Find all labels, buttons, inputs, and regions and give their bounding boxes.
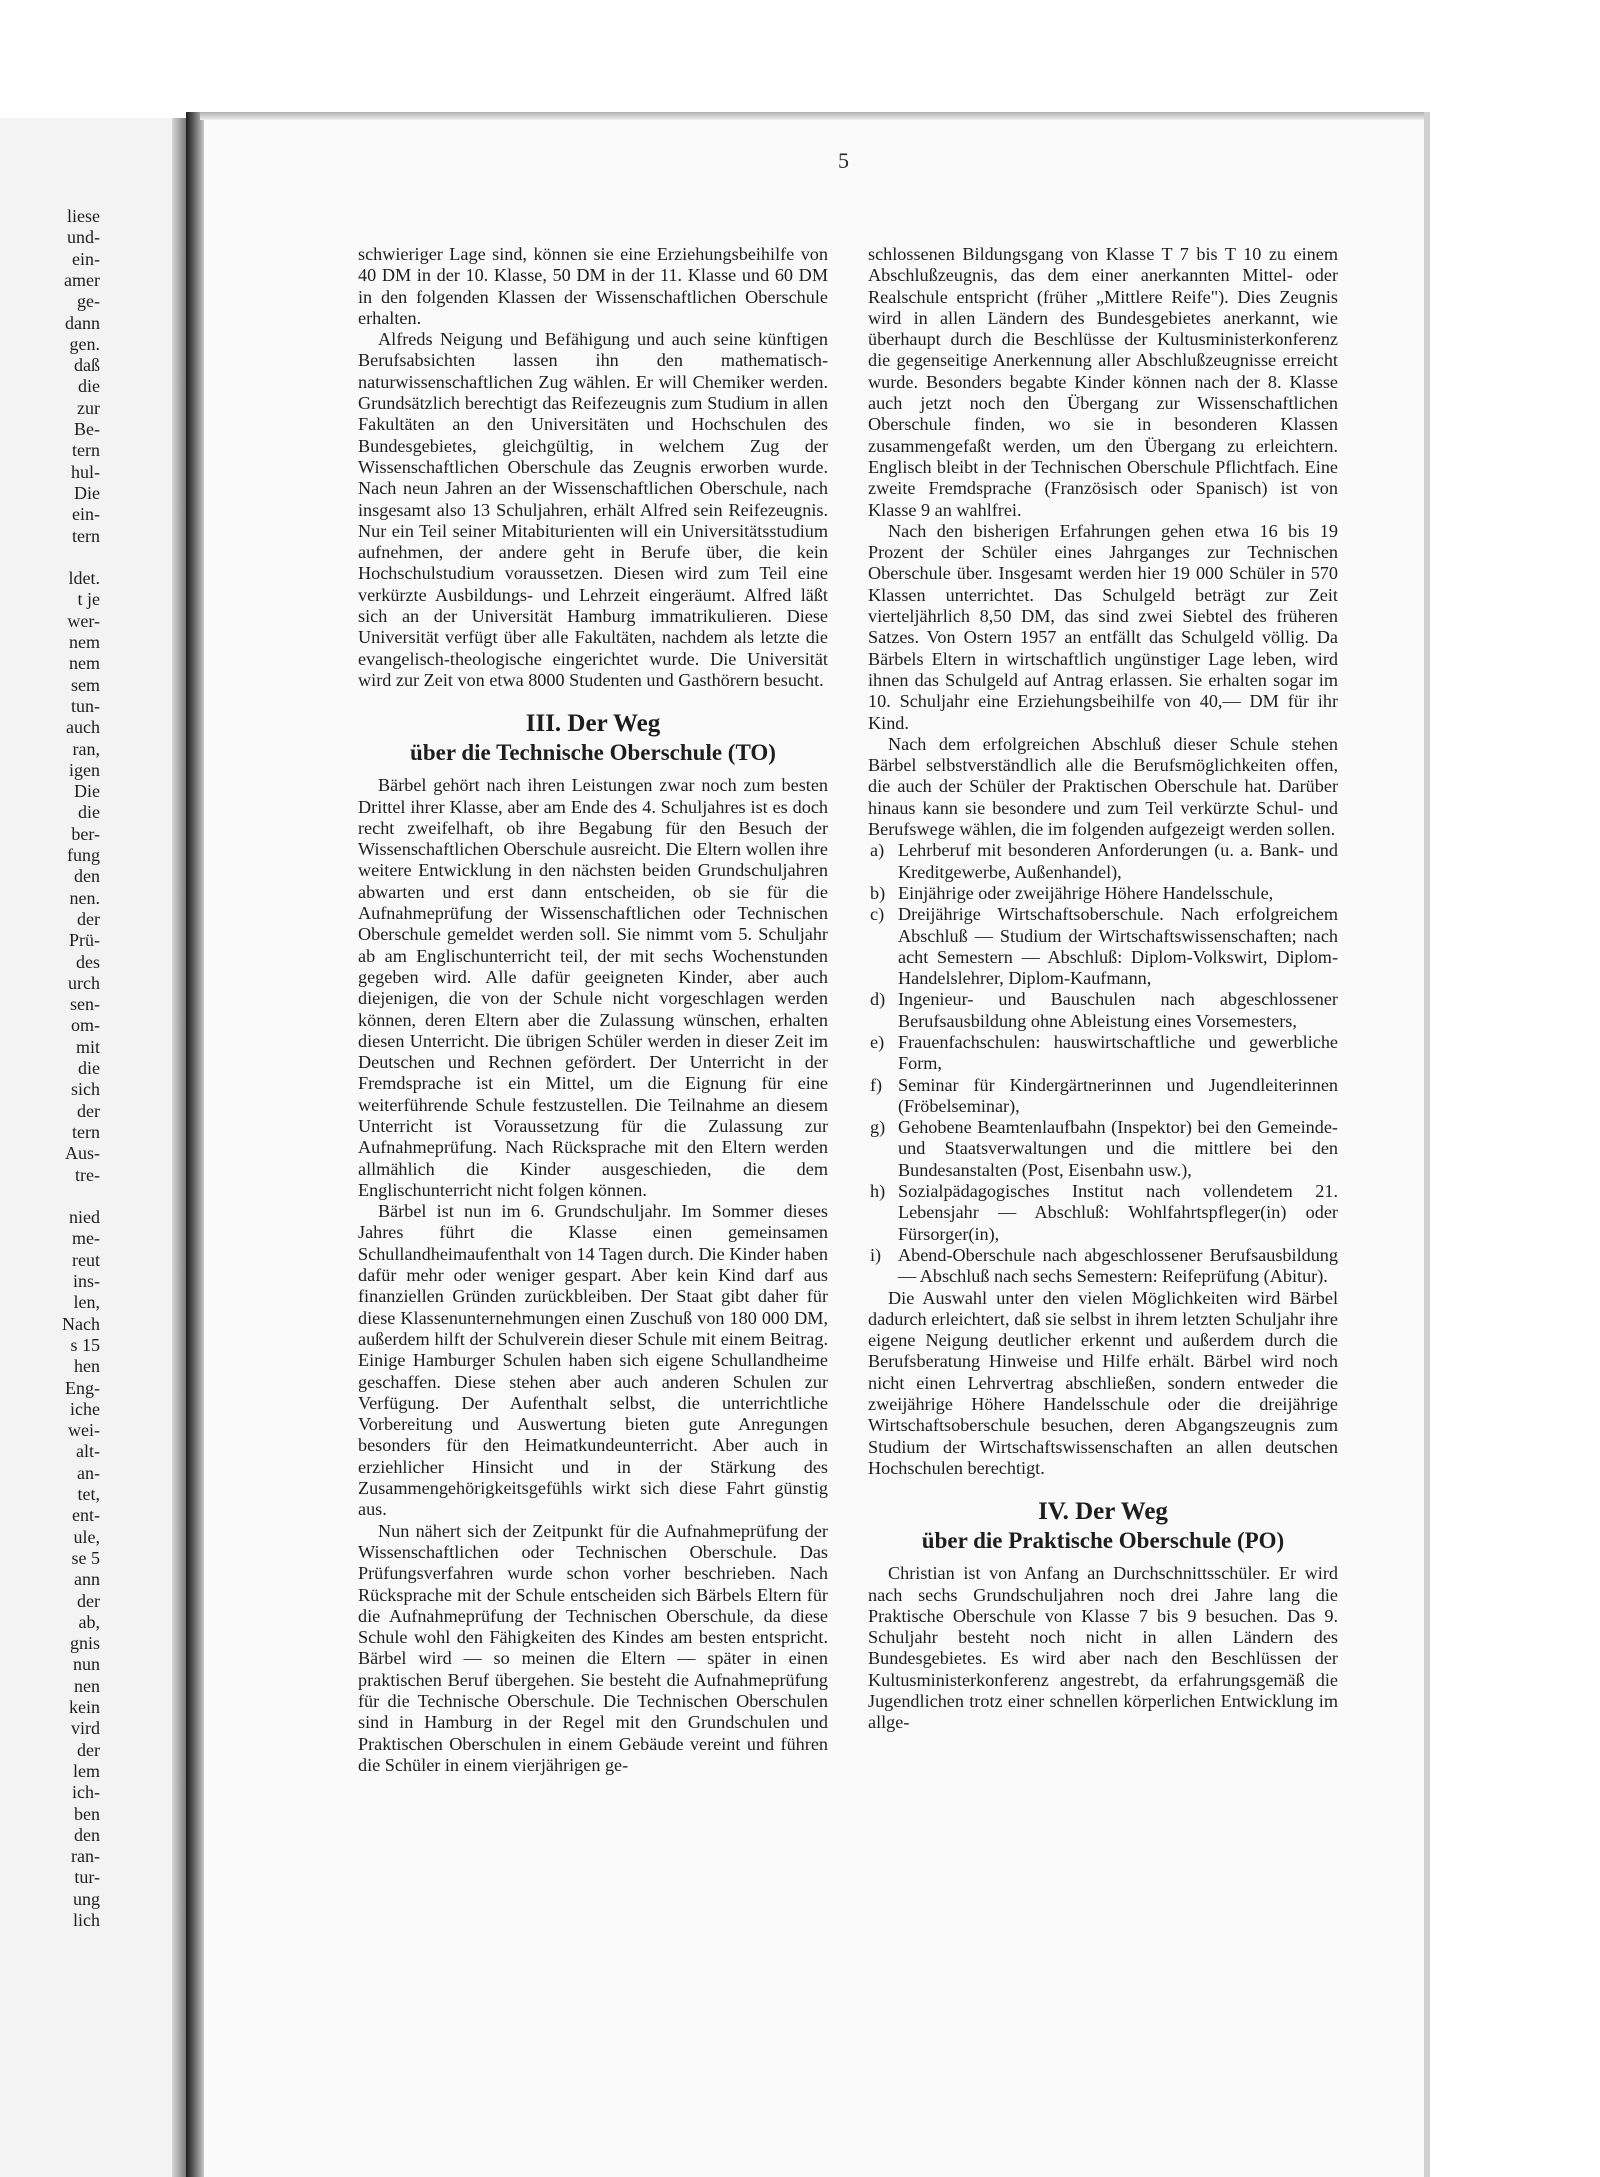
margin-fragment: ent-	[72, 1505, 100, 1526]
paragraph: Nach den bisherigen Erfahrungen gehen etwa 16 bis 19 Prozent der Schüler eines Jahrganges zur Technischen Oberschule über. Insgesamt werden hier 19 000 Schüler in 570 Klassen unterrichtet. Das Schulgeld beträgt zur Zeit vierteljährlich 8,50 DM, das sind zwei Siebtel des früheren Satzes. Von Ostern 1957 an entfällt das Schulgeld völlig. Da Bärbels Eltern in wirtschaftlich ungünstiger Lage leben, wird ihnen das Schulgeld auf Antrag erlassen. Sie erhalten sogar im 10. Schuljahr eine Erziehungsbeihilfe von 40,— DM für ihr Kind.	[868, 520, 1338, 733]
margin-fragment: ber-	[71, 823, 100, 844]
margin-fragment: Die	[74, 482, 100, 503]
margin-fragment: die	[78, 1058, 100, 1078]
paragraph: Nun nähert sich der Zeitpunkt für die Aufnahmeprüfung der Wissenschaftlichen oder Technischen Oberschule. Das Prüfungsverfahren wurde schon vorher beschrieben. Nach Rücksprache mit der Schule entscheiden sich Bärbels Eltern für die Aufnahmeprüfung der Technischen Oberschule, da diese Schule wohl den Fähigkeiten des Kindes am besten entspricht. Bärbel wird — so meinen die Eltern — später in einen praktischen Beruf übergehen. Sie besteht die Aufnahmeprüfung für die Technische Oberschule. Die Technischen Oberschulen sind in Hamburg in der Regel mit den Grundschulen und Praktischen Oberschulen in einem Gebäude vereint und führen die Schüler in einem vierjährigen ge-	[358, 1520, 828, 1775]
margin-fragment: ule,	[73, 1526, 100, 1547]
margin-fragment: amer	[64, 269, 100, 290]
margin-fragment: wei-	[68, 1420, 100, 1441]
margin-fragment: nun	[73, 1654, 100, 1675]
margin-fragment: des	[76, 951, 100, 972]
margin-fragment: ran-	[71, 1846, 100, 1867]
paragraph: Die Auswahl unter den vielen Möglichkeiten wird Bärbel dadurch erleichtert, daß sie selbst in ihrem letzten Schuljahr ihre eigene Neigung deutlicher erkennt und außerdem durch die Berufsberatung Hinweise und Hilfe erhält. Bärbel wird noch nicht einen Lehrvertrag abschließen, sondern entweder die zweijährige Höhere Handelsschule oder die dreijährige Wirtschaftsoberschule besuchen, deren Abgangszeugnis zum Studium der Wirtschaftswissenschaften an allen deutschen Hochschulen berechtigt.	[868, 1287, 1338, 1478]
margin-fragment: und-	[67, 227, 100, 248]
list-item	[868, 1245, 1338, 1288]
margin-fragment: sich	[71, 1079, 100, 1100]
margin-fragment: Eng-	[65, 1377, 100, 1398]
page-number: 5	[838, 148, 849, 173]
margin-fragment: t je	[77, 589, 100, 610]
list-marker: a)	[870, 840, 885, 861]
margin-fragment: ran,	[72, 738, 100, 759]
margin-fragment: den	[74, 866, 100, 887]
list-marker: i)	[870, 1244, 882, 1265]
margin-fragment: fung	[67, 845, 100, 865]
margin-fragment: se 5	[71, 1547, 100, 1568]
list-text: Gehobene Beamtenlaufbahn (Inspektor) bei den Gemeinde- und Staatsverwaltungen und die mittlere bei den Bundesanstalten (Post, Eisenbahn usw.),	[898, 1117, 1338, 1180]
margin-fragment: ann	[74, 1569, 100, 1590]
section-heading-iii	[358, 709, 828, 767]
paragraph: Bärbel gehört nach ihren Leistungen zwar noch zum besten Drittel ihrer Klasse, aber am Ende des 4. Schuljahres ist es doch recht zweifelhaft, ob ihre Begabung für den Besuch der Wissenschaftlichen Oberschule ausreicht. Die Eltern wollen ihre weitere Entwicklung in den nächsten beiden Grundschuljahren abwarten und erst dann entscheiden, ob sie für die Aufnahmeprüfung der Wissenschaftlichen oder Technischen Oberschule gemeldet werden soll. Sie nimmt vom 5. Schuljahr ab am Englischunterricht teil, der mit sechs Wochenstunden gegeben wird. Alle dafür geeigneten Kinder, aber auch diejenigen, die von der Schule nicht vorgeschlagen werden können, deren Eltern aber die Zulassung wünschen, erhalten diesen Unterricht. Die übrigen Schüler werden in dieser Zeit im Deutschen und Rechnen gefördert. Der Unterricht in der Fremdsprache ist ein Mittel, um die Eignung für eine weiterführende Schule festzustellen. Die Teilnahme an diesem Unterricht ist Voraussetzung für die Zulassung zur Aufnahmeprüfung. Nach Rücksprache mit den Eltern werden allmählich die Kinder ausgeschieden, die dem Englischunterricht nicht folgen können.	[358, 775, 828, 1200]
margin-fragment: igen	[69, 759, 100, 780]
margin-fragment: kein	[69, 1697, 100, 1717]
margin-fragment: tun-	[71, 695, 100, 716]
margin-fragment: Die	[74, 781, 100, 802]
list-text: Sozialpädagogisches Institut nach vollendetem 21. Lebensjahr — Abschluß: Wohlfahrtspfleger(in) oder Fürsorger(in),	[898, 1181, 1338, 1244]
list-item	[868, 904, 1338, 989]
list-marker: h)	[870, 1181, 886, 1202]
margin-fragment: lich	[73, 1910, 100, 1930]
paragraph: schwieriger Lage sind, können sie eine Erziehungsbeihilfe von 40 DM in der 10. Klasse, 50 DM in der 11. Klasse und 60 DM in den folgenden Klassen der Wissenschaftlichen Oberschule erhalten.	[358, 244, 828, 328]
list-text: Einjährige oder zweijährige Höhere Handelsschule,	[898, 882, 1274, 903]
margin-fragment: Prü-	[69, 930, 100, 951]
margin-fragment: ich-	[72, 1782, 100, 1803]
margin-fragment: an-	[77, 1462, 100, 1483]
margin-fragment: nied	[69, 1207, 100, 1228]
list-text: Abend-Oberschule nach abgeschlossener Berufsausbildung — Abschluß nach sechs Semestern: Reifeprüfung (Abitur).	[898, 1244, 1338, 1287]
margin-fragment: ins-	[73, 1271, 100, 1291]
margin-fragment: Aus-	[65, 1143, 100, 1164]
margin-fragment: den	[74, 1824, 100, 1845]
margin-fragment: tern	[72, 1121, 100, 1142]
margin-fragment: ldet.	[68, 568, 100, 589]
margin-fragment: wer-	[67, 610, 100, 631]
list-item	[868, 840, 1338, 883]
margin-fragment: ge-	[77, 291, 100, 312]
previous-page-edge	[172, 118, 186, 2177]
margin-fragment: ein-	[72, 248, 100, 269]
list-marker: d)	[870, 989, 886, 1010]
margin-fragment: ab,	[78, 1611, 100, 1632]
margin-fragment: len,	[73, 1292, 100, 1313]
margin-fragment: der	[77, 908, 100, 929]
list-item	[868, 1075, 1338, 1118]
margin-fragment: daß	[74, 355, 100, 376]
section-heading-iv	[868, 1497, 1338, 1555]
margin-fragment: reut	[72, 1249, 100, 1270]
right-column	[868, 244, 1338, 1734]
heading-subline: über die Praktische Oberschule (PO)	[921, 1528, 1285, 1554]
margin-fragment: gen.	[69, 333, 100, 354]
margin-fragment: tern	[72, 440, 100, 461]
page-right-edge	[1424, 112, 1430, 2177]
paragraph: Nach dem erfolgreichen Abschluß dieser Schule stehen Bärbel selbstverständlich alle die Berufsmöglichkeiten offen, die auch der Schüler der Praktischen Oberschule hat. Darüber hinaus kann sie besondere und zum Teil verkürzte Schul- und Berufswege wählen, die im folgenden aufgezeigt werden sollen.	[868, 733, 1338, 840]
heading-line: IV. Der Weg	[1038, 1498, 1168, 1526]
margin-fragment: hul-	[71, 461, 100, 482]
margin-fragment: alt-	[76, 1441, 100, 1462]
margin-fragment: hen	[74, 1356, 100, 1377]
paragraph: Alfreds Neigung und Befähigung und auch seine künftigen Berufsabsichten lassen ihn den mathematisch-naturwissenschaftlichen Zug wählen. Er will Chemiker werden. Grundsätzlich berechtigt das Reifezeugnis zum Studium in allen Fakultäten an den Universitäten und Hochschulen des Bundesgebietes, gleichgültig, in welchem Zug der Wissenschaftlichen Oberschule das Zeugnis erworben wurde. Nach neun Jahren an der Wissenschaftlichen Oberschule, nach insgesamt also 13 Schuljahren, erhält Alfred sein Reifezeugnis. Nur ein Teil seiner Mitabiturienten will ein Universitätsstudium aufnehmen, der andere geht in Berufe über, die kein Hochschulstudium voraussetzen. Diesen wird zum Teil eine verkürzte Ausbildungs- und Lehrzeit eingeräumt. Alfred läßt sich an der Universität Hamburg immatrikulieren. Diese Universität verfügt über alle Fakultäten, nachdem als letzte die evangelisch-theologische eingerichtet wurde. Die Universität wird zur Zeit von etwa 8000 Studenten und Gasthörern besucht.	[358, 329, 828, 690]
list-item	[868, 1181, 1338, 1245]
margin-fragment: s 15	[70, 1334, 100, 1355]
page-top-edge	[200, 112, 1430, 120]
margin-fragment: der	[77, 1590, 100, 1611]
heading-line: III. Der Weg	[525, 710, 661, 738]
margin-fragment: Be-	[74, 419, 100, 439]
career-options-list	[868, 840, 1338, 1287]
margin-fragment: die	[78, 802, 100, 823]
margin-fragment: ung	[73, 1888, 100, 1909]
margin-fragment: ein-	[72, 504, 100, 525]
list-item	[868, 989, 1338, 1032]
list-text: Frauenfachschulen: hauswirtschaftliche und gewerbliche Form,	[898, 1031, 1338, 1074]
margin-fragment: gnis	[69, 1633, 100, 1654]
margin-fragment: nen.	[69, 887, 100, 908]
paragraph: schlossenen Bildungsgang von Klasse T 7 bis T 10 zu einem Abschlußzeugnis, das dem einer anerkannten Mittel- oder Realschule entspricht (früher „Mittlere Reife"). Dies Zeugnis wird in allen Ländern des Bundesgebietes anerkannt, wie überhaupt durch die Beschlüsse der Kultusministerkonferenz die gegenseitige Anerkennung aller Abschlußzeugnisse erreicht wurde. Besonders begabte Kinder können nach der 8. Klasse auch jetzt noch den Übergang zur Wissenschaftlichen Oberschule finden, wo sie in besonderen Klassen zusammengefaßt werden, um den Übergang zu erleichtern. Englisch bleibt in der Technischen Oberschule Pflichtfach. Eine zweite Fremdsprache (Französisch oder Spanisch) ist von Klasse 9 an wahlfrei.	[868, 244, 1338, 520]
margin-fragment: tre-	[75, 1164, 100, 1185]
heading-subline: über die Technische Oberschule (TO)	[410, 740, 776, 766]
list-marker: g)	[870, 1117, 886, 1138]
paragraph: Christian ist von Anfang an Durchschnittsschüler. Er wird nach sechs Grundschuljahren noch drei Jahre lang die Praktische Oberschule von Klasse 7 bis 9 besuchen. Das 9. Schuljahr besteht noch nicht in allen Ländern des Bundesgebietes. Es wird aber nach den Beschlüssen der Kultusministerkonferenz angestrebt, da erfahrungsgemäß die Jugendlichen trotz einer schnellen körperlichen Entwicklung im allge-	[868, 1563, 1338, 1733]
margin-fragment: nem	[69, 653, 100, 674]
list-item	[868, 1117, 1338, 1181]
margin-fragment: nen	[74, 1675, 100, 1696]
margin-fragment: me-	[72, 1228, 100, 1249]
margin-fragment: urch	[68, 972, 100, 993]
margin-fragment: sem	[71, 674, 100, 695]
list-text: Lehrberuf mit besonderen Anforderungen (u. a. Bank- und Kreditgewerbe, Außenhandel),	[898, 840, 1338, 882]
margin-fragment: mit	[75, 1036, 100, 1057]
margin-fragment: iche	[70, 1398, 100, 1419]
margin-fragment: auch	[66, 717, 100, 738]
margin-fragment: tern	[72, 525, 100, 546]
list-marker: b)	[870, 882, 886, 903]
margin-fragment: om-	[71, 1015, 100, 1036]
list-item	[868, 1032, 1338, 1075]
book-gutter	[186, 112, 204, 2177]
margin-fragment: dann	[65, 312, 100, 333]
margin-fragment: der	[77, 1739, 100, 1760]
margin-fragment: nem	[69, 632, 100, 652]
margin-fragment: tet,	[77, 1484, 100, 1504]
margin-fragment: vird	[71, 1718, 100, 1739]
margin-fragment: lem	[73, 1760, 100, 1781]
list-text: Seminar für Kindergärtnerinnen und Jugendleiterinnen (Fröbelseminar),	[898, 1074, 1338, 1116]
margin-fragment: die	[78, 376, 100, 397]
margin-fragment: zur	[77, 397, 100, 418]
list-text: Ingenieur- und Bauschulen nach abgeschlossener Berufsausbildung ohne Ableistung eines Vorsemesters,	[898, 989, 1338, 1031]
paragraph: Bärbel ist nun im 6. Grundschuljahr. Im Sommer dieses Jahres führt die Klasse einen gemeinsamen Schullandheimaufenthalt von 14 Tagen durch. Die Kinder haben dafür mehr oder weniger gespart. Aber kein Kind darf aus finanziellen Gründen zurückbleiben. Der Staat gibt daher für diese Klassenunternehmungen einen Zuschuß von 180 000 DM, außerdem hilft der Schulverein dieser Schule mit einem Beitrag. Einige Hamburger Schulen haben sich eigene Schullandheime geschaffen. Diese stehen aber auch anderen Schulen zur Verfügung. Der Aufenthalt selbst, die unterrichtliche Vorbereitung und Auswertung bieten gute Anregungen besonders für den Heimatkundeunterricht. Aber auch in erziehlicher Hinsicht und in der Stärkung des Zusammengehörigkeitsgefühls wirkt sich diese Fahrt günstig aus.	[358, 1201, 828, 1520]
margin-fragment: der	[77, 1100, 100, 1121]
list-item	[868, 883, 1338, 904]
margin-fragment: tur-	[74, 1867, 100, 1888]
list-marker: f)	[870, 1074, 883, 1095]
margin-fragment: liese	[67, 206, 100, 226]
list-marker: c)	[870, 904, 885, 925]
margin-fragment: sen-	[70, 994, 100, 1015]
list-marker: e)	[870, 1031, 885, 1052]
list-text: Dreijährige Wirtschaftsoberschule. Nach erfolgreichem Abschluß — Studium der Wirtschaftswissenschaften; nach acht Semestern — Abschluß: Diplom-Volkswirt, Diplom-Handelslehrer, Diplom-Kaufmann,	[898, 904, 1338, 989]
margin-fragment: ben	[74, 1803, 100, 1824]
margin-fragment: Nach	[62, 1313, 100, 1334]
left-column	[358, 244, 828, 1776]
